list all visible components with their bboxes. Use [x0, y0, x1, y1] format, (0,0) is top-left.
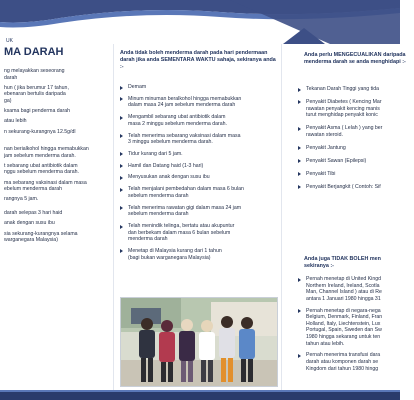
panel-kicker: UK — [6, 38, 13, 44]
not-allowed-list — [306, 276, 402, 377]
left-line: sia sekurang-kurangnya selama — [4, 230, 78, 237]
triangle-bullet-icon — [298, 88, 301, 92]
list-item — [306, 145, 402, 152]
list-item-text: Telah menerima sebarang vaksinasi dalam masa — [128, 132, 241, 139]
triangle-bullet-icon — [120, 116, 123, 120]
list-item-text: (bagi bukan warganegara Malaysia) — [128, 254, 211, 261]
not-allowed-intro: Anda juga TIDAK BOLEH men sekiranya :- — [304, 256, 381, 270]
left-line: ma sebarang vaksinasi dalam masa — [4, 179, 87, 186]
triangle-bullet-icon — [120, 152, 123, 156]
triangle-bullet-icon — [120, 249, 123, 253]
list-item — [306, 99, 402, 119]
temporary-deferral-intro: Anda tidak boleh menderma darah pada hari pendermaan darah jika anda SEMENTARA WAKTU sahaja, sekiranya anda :- — [120, 50, 276, 71]
list-item-text: darah atau komponen darah se — [306, 358, 379, 365]
list-item-text: Pernah menetap di negara-nega — [306, 307, 381, 314]
triangle-bullet-icon — [298, 309, 301, 313]
list-item-text: Portugal, Spain, Sweden dan Sw — [306, 327, 382, 334]
list-item-text: Tekanan Darah Tinggi yang tida — [306, 86, 379, 92]
bottom-stripe — [0, 390, 400, 392]
panel-title: MA DARAH — [4, 46, 64, 58]
list-item-text: Penyakit Berjangkit ( Contoh: Sif — [306, 183, 381, 190]
left-line: atau lebih — [4, 118, 27, 125]
list-item — [128, 84, 276, 91]
list-item-text: turut menghidap penyakit konic — [306, 112, 378, 119]
list-item-text: Penyakit Sawan (Epilepsi) — [306, 157, 367, 164]
list-item — [128, 163, 276, 170]
list-item — [128, 223, 276, 243]
list-item-text: tahun atau lebih. — [306, 340, 345, 347]
list-item — [306, 276, 402, 302]
list-item-text: Menetap di Malaysia kurang dari 1 tahun — [128, 247, 222, 254]
list-item-text: Man, Channel Island ) atau di Re — [306, 289, 382, 296]
list-item — [128, 96, 276, 109]
left-line: rangnya 5 jam. — [4, 196, 39, 203]
list-item-text: Penyakit Tibi — [306, 170, 336, 177]
list-item — [306, 184, 402, 191]
triangle-bullet-icon — [120, 86, 123, 90]
left-line: t sebarang ubat antibiotik dalam — [4, 162, 78, 169]
triangle-bullet-icon — [298, 159, 301, 163]
triangle-bullet-icon — [120, 206, 123, 210]
list-item-text: Hamil dan Datang haid (1-3 hari) — [128, 162, 204, 169]
list-item — [128, 133, 276, 146]
permanent-deferral-intro: Anda perlu MENGECUALIKAN daripada menderma darah se anda menghidapi :- — [304, 52, 406, 66]
list-item-text: Penyakit Asma ( Lelah ) yang ber — [306, 125, 383, 132]
list-item-text: masa 2 minggu sebelum menderma darah. — [128, 120, 227, 127]
list-item-text: Penyakit Jantung — [306, 144, 346, 151]
list-item-text: rawatan steroid. — [306, 131, 343, 138]
list-item-text: Penyakit Diabetes ( Kencing Mar — [306, 98, 382, 105]
bottom-decorative-band — [0, 390, 400, 400]
list-item — [306, 158, 402, 165]
list-item-text: Demam — [128, 84, 147, 90]
list-item-text: Telah menindik telinga, bertatu atau akupuntur — [128, 223, 235, 229]
list-item — [306, 308, 402, 348]
left-line: ksama bagi penderma darah — [4, 108, 71, 115]
list-item-text: Telah menerima rawatan gigi dalam masa 24 jam — [128, 204, 242, 211]
left-panel — [0, 38, 110, 390]
list-item — [306, 86, 402, 93]
triangle-bullet-icon — [298, 172, 301, 176]
triangle-bullet-icon — [120, 225, 123, 229]
triangle-bullet-icon — [298, 185, 301, 189]
list-item-text: Kingdom dari tahun 1980 hingg — [306, 365, 379, 372]
list-item — [128, 205, 276, 218]
temporary-deferral-list — [128, 84, 276, 266]
list-item-text: 1980 hingga sekarang untuk ten — [306, 333, 381, 340]
list-item-text: Menyusukan anak dengan susu ibu — [128, 174, 210, 181]
left-line: nan berialkohol hingga memabukkan — [4, 146, 89, 152]
triangle-bullet-icon — [298, 100, 301, 104]
list-item-text: 3 minggu sebelum menderma darah. — [128, 139, 213, 146]
left-line: warganegara Malaysia) — [4, 237, 58, 244]
list-item — [306, 352, 402, 372]
list-item-text: Mengambil sebarang ubat antibiotik dalam — [128, 114, 226, 121]
list-item-text: antara 1 Januari 1980 hingga 31 — [306, 295, 381, 302]
list-item-text: Telah menjalani pembedahan dalam masa 6 bulan — [128, 186, 244, 193]
list-item-text: sebelum menderma darah — [128, 211, 189, 218]
triangle-bullet-icon — [298, 354, 301, 358]
list-item-text: Pernah menetap di United Kingd — [306, 276, 381, 282]
triangle-bullet-icon — [120, 97, 123, 101]
list-item-text: Tidur kurang dari 5 jam. — [128, 150, 183, 157]
top-decorative-band — [0, 0, 400, 44]
left-line: darah selepas 3 hari haid — [4, 210, 63, 217]
permanent-deferral-list — [306, 86, 402, 197]
list-item — [128, 248, 276, 261]
triangle-bullet-icon — [120, 164, 123, 168]
left-line: n sekurang-kurangnya 12.5g/dl — [4, 128, 76, 135]
list-item-text: rawatan penyakit kencing manis — [306, 105, 380, 112]
list-item-text: Holland, Italy, Liechtenstein, Lux — [306, 320, 381, 327]
donor-group-photo — [120, 297, 278, 387]
left-line: ebelum menderma darah — [4, 186, 62, 193]
left-line: ebenaran bertulis daripada — [4, 91, 66, 98]
left-line: ga) — [4, 98, 12, 104]
list-item-text: Belgium, Denmark, Finland, Fran — [306, 314, 383, 321]
fold-line-1 — [113, 44, 114, 390]
list-item — [128, 186, 276, 199]
left-line: jam sebelum menderma darah. — [4, 152, 76, 159]
left-line: anak dengan susu ibu — [4, 220, 55, 227]
list-item-text: Minum minuman beralkohol hingga memabukkan — [128, 95, 242, 102]
triangle-bullet-icon — [298, 146, 301, 150]
left-line: nggu sebelum menderma darah. — [4, 169, 79, 176]
list-item-text: dan berbekam dalam masa 6 bulan sebelum — [128, 229, 231, 236]
list-item-text: menderma darah — [128, 236, 168, 243]
list-item — [306, 171, 402, 178]
list-item — [128, 114, 276, 127]
triangle-bullet-icon — [120, 134, 123, 138]
left-line: darah — [4, 74, 18, 81]
triangle-bullet-icon — [298, 127, 301, 131]
list-item-text: sebelum menderma darah — [128, 192, 189, 199]
list-item-text: Northern Ireland, Ireland, Scotla — [306, 282, 380, 289]
list-item — [306, 125, 402, 138]
list-item — [128, 174, 276, 181]
triangle-bullet-icon — [120, 188, 123, 192]
middle-panel — [116, 44, 278, 390]
triangle-bullet-icon — [120, 176, 123, 180]
list-item-text: dalam masa 24 jam sebelum menderma darah — [128, 102, 236, 109]
list-item-text: Pernah menerima transfusi dara — [306, 352, 381, 359]
list-item — [128, 151, 276, 158]
left-line: ng melayakkan seseorang — [4, 68, 65, 74]
right-panel — [284, 44, 406, 390]
left-line: hun ( jika berumur 17 tahun, — [4, 84, 69, 91]
triangle-bullet-icon — [298, 278, 301, 282]
fold-line-2 — [281, 44, 282, 390]
